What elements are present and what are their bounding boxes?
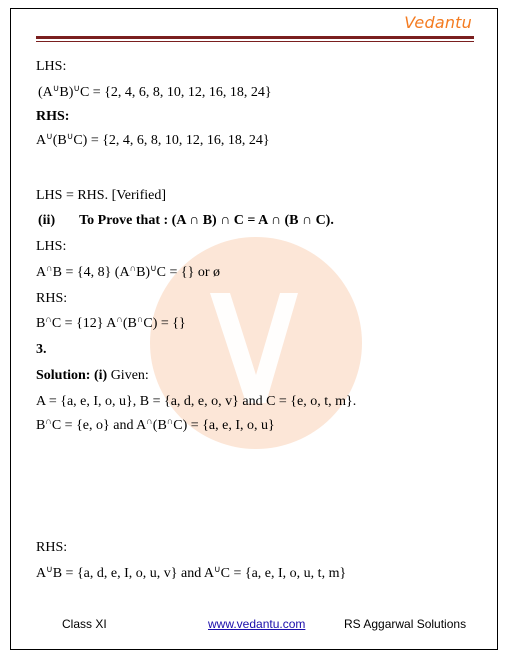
rhs-expression-2: B∩C = {12} A∩(B∩C) = {} [36, 314, 186, 331]
lhs-label-2: LHS: [36, 239, 67, 254]
footer-class: Class XI [62, 617, 107, 631]
footer-website-link[interactable]: www.vedantu.com [208, 617, 306, 631]
given-sets: A = {a, e, I, o, u}, B = {a, d, e, o, v} and C = {e, o, t, m}. [36, 394, 357, 409]
header-rule [36, 36, 474, 39]
question-number: 3. [36, 342, 47, 357]
footer-title: RS Aggarwal Solutions [344, 617, 467, 631]
rhs-label-3: RHS: [36, 540, 68, 555]
part-number: (ii) [38, 213, 56, 228]
part-title: To Prove that : (A ∩ B) ∩ C = A ∩ (B ∩ C). [79, 213, 334, 228]
lhs-expression-2: A∩B = {4, 8} (A∩B)∪C = {} or ø [36, 263, 221, 280]
lhs-expression-1: (A∪B)∪C = {2, 4, 6, 8, 10, 12, 16, 18, 24} [38, 83, 272, 100]
rhs-label-2: RHS: [36, 291, 68, 306]
intersection-expression: B∩C = {e, o} and A∩(B∩C) = {a, e, I, o, u} [36, 416, 275, 433]
part-ii-heading [38, 212, 334, 230]
union-expression: A∪B = {a, d, e, I, o, u, v} and A∪C = {a, e, I, o, u, t, m} [36, 564, 347, 581]
rhs-label-1: RHS: [36, 109, 70, 124]
solution-heading: Solution: (i) Given: [36, 368, 149, 383]
verified-statement: LHS = RHS. [Verified] [36, 188, 166, 203]
rhs-expression-1: A∪(B∪C) = {2, 4, 6, 8, 10, 12, 16, 18, 24} [36, 131, 270, 148]
header-rule-thin [36, 41, 474, 42]
lhs-label-1: LHS: [36, 59, 67, 74]
vedantu-logo: Vedantu [404, 13, 472, 32]
